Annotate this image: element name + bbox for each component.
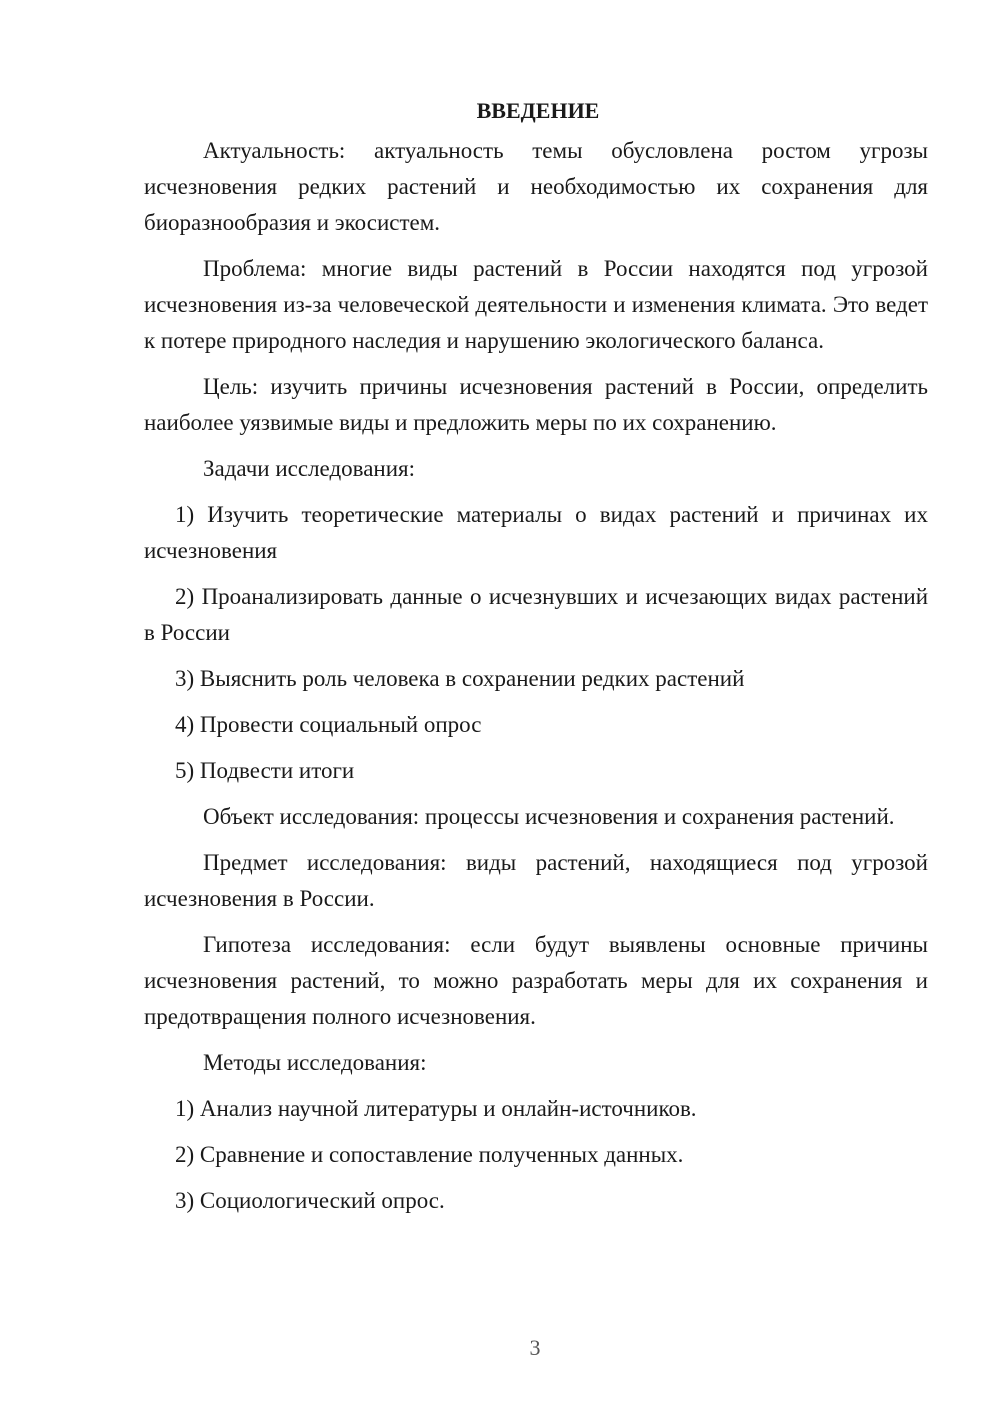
method-item-2: 2) Сравнение и сопоставление полученных данных. bbox=[175, 1142, 684, 1167]
tasks-title: Задачи исследования: bbox=[203, 456, 416, 481]
method-item-3: 3) Социологический опрос. bbox=[175, 1188, 445, 1213]
task-item-4: 4) Провести социальный опрос bbox=[175, 712, 482, 737]
methods-title: Методы исследования: bbox=[203, 1050, 427, 1075]
object-paragraph: Объект исследования: процессы исчезновения и сохранения растений. bbox=[203, 804, 895, 829]
task-item-2: 2) Проанализировать данные о исчезнувших и исчезающих видах растений в России bbox=[144, 584, 928, 645]
task-item-5: 5) Подвести итоги bbox=[175, 758, 355, 783]
task-item-1: 1) Изучить теоретические материалы о видах растений и причинах их исчезновения bbox=[144, 502, 928, 563]
document-body bbox=[144, 96, 928, 1229]
page-number: 3 bbox=[529, 1335, 541, 1360]
goal-paragraph: Цель: изучить причины исчезновения растений в России, определить наиболее уязвимые виды и предложить меры по их сохранению. bbox=[144, 374, 928, 435]
task-item-3: 3) Выяснить роль человека в сохранении редких растений bbox=[175, 666, 745, 691]
hypothesis-paragraph: Гипотеза исследования: если будут выявлены основные причины исчезновения растений, то можно разработать меры для их сохранения и предотвращения полного исчезновения. bbox=[144, 932, 928, 1029]
subject-paragraph: Предмет исследования: виды растений, находящиеся под угрозой исчезновения в России. bbox=[144, 850, 928, 911]
section-heading: ВВЕДЕНИЕ bbox=[476, 98, 600, 123]
relevance-paragraph: Актуальность: актуальность темы обусловлена ростом угрозы исчезновения редких растений и необходимостью их сохранения для биоразнообразия и экосистем. bbox=[144, 138, 928, 235]
method-item-1: 1) Анализ научной литературы и онлайн-источников. bbox=[175, 1096, 697, 1121]
problem-paragraph: Проблема: многие виды растений в России находятся под угрозой исчезновения из-за человеческой деятельности и изменения климата. Это ведет к потере природного наследия и нарушению экологического баланса. bbox=[144, 256, 928, 353]
